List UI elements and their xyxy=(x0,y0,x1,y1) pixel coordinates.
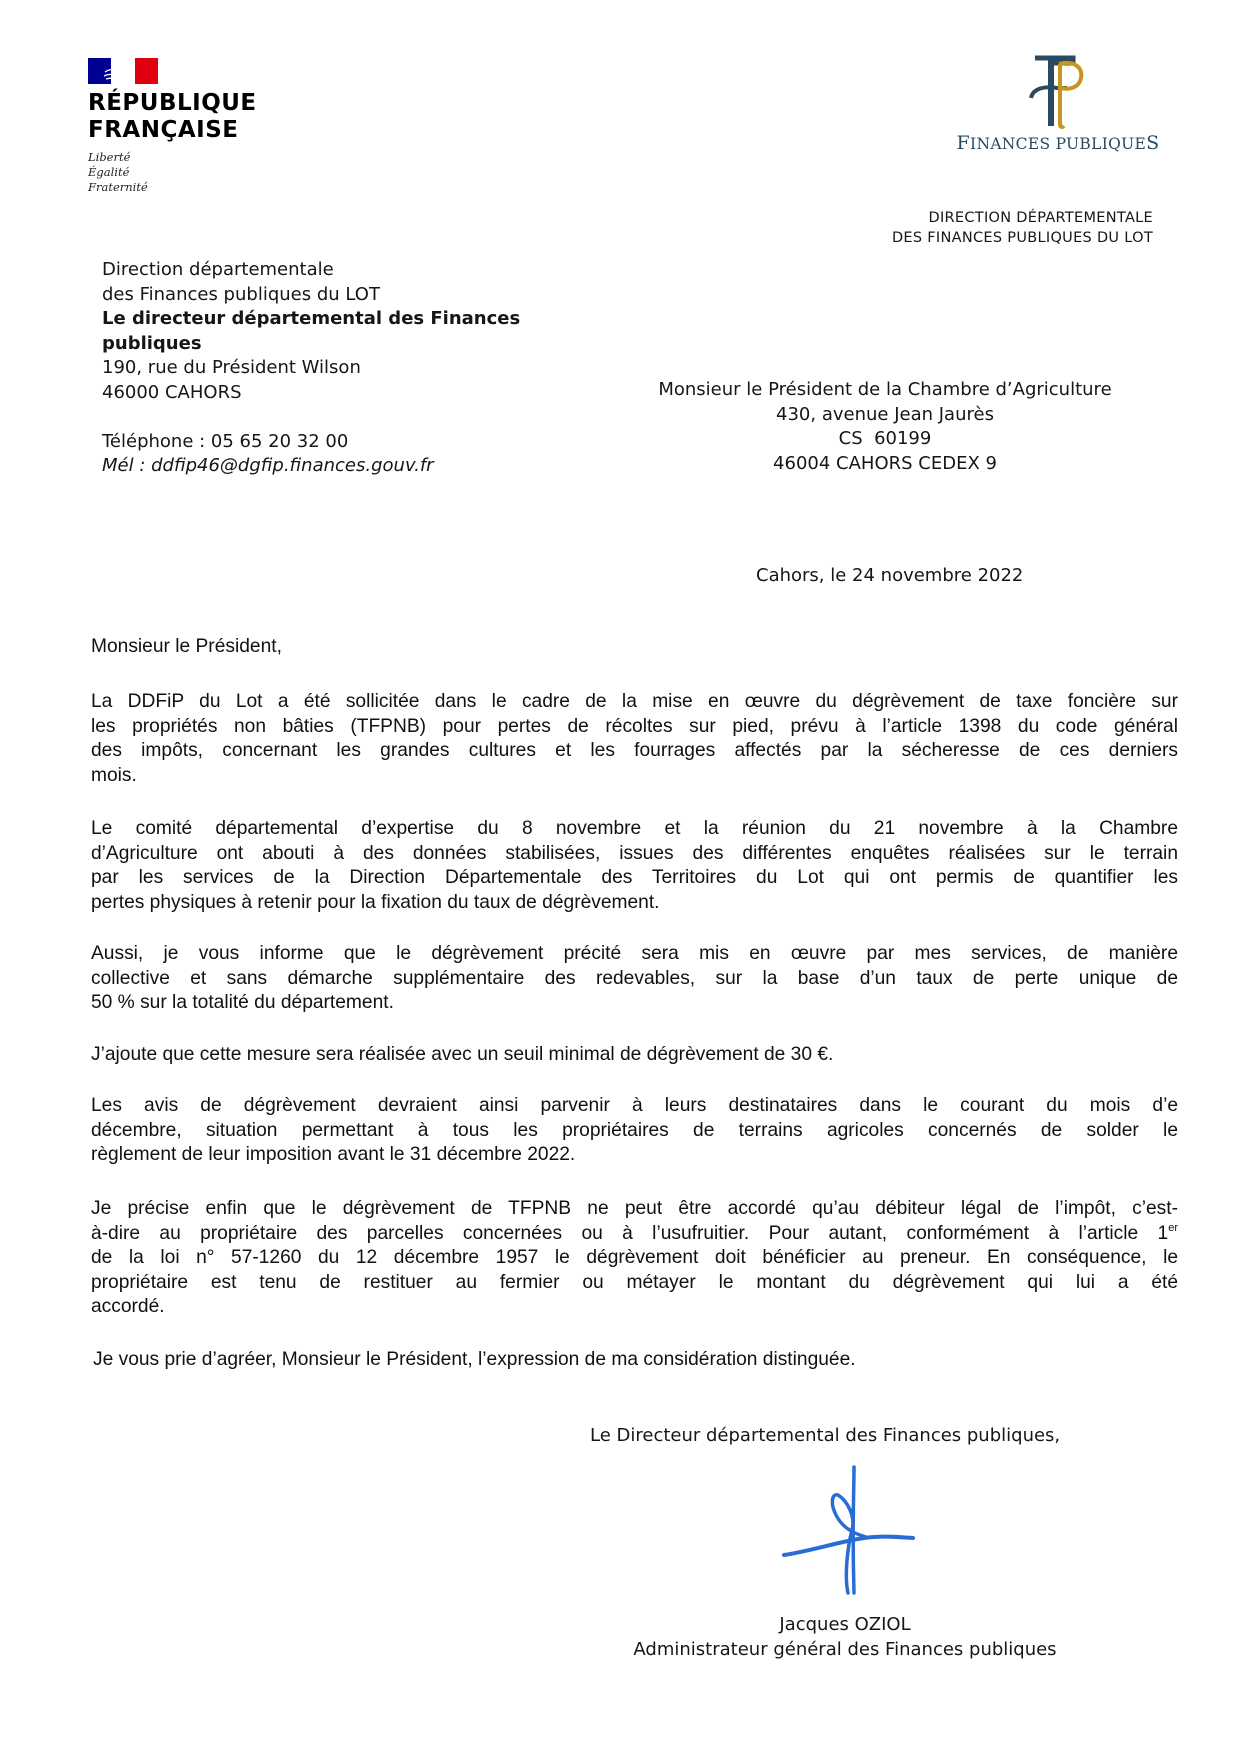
paragraph-line: de la loi n° 57-1260 du 12 décembre 1957 le dégrèvement doit bénéficier au preneur. En conséquence, le xyxy=(91,1247,1178,1269)
paragraph-line: mois. xyxy=(91,764,137,786)
paragraph-line: d’Agriculture ont abouti à des données stabilisées, issues des différentes enquêtes réalisées sur le terrain xyxy=(91,842,1178,864)
fp-monogram-icon xyxy=(1023,50,1093,130)
paragraph-line: 50 % sur la totalité du département. xyxy=(91,992,394,1014)
recipient-line: 430, avenue Jean Jaurès xyxy=(776,403,994,425)
motto-egalite: Égalité xyxy=(88,165,130,179)
rf-name xyxy=(88,90,268,144)
salutation-text: Monsieur le Président, xyxy=(91,636,282,657)
paragraph-line: accordé. xyxy=(91,1296,165,1318)
letter-date: Cahors, le 24 novembre 2022 xyxy=(756,565,1024,586)
recipient-line: 46004 CAHORS CEDEX 9 xyxy=(773,452,997,474)
motto-liberte: Liberté xyxy=(88,150,131,164)
sender-line1: Direction départementale xyxy=(102,259,334,280)
rf-name-line1: RÉPUBLIQUE xyxy=(88,90,257,116)
recipient-line: CS 60199 xyxy=(838,428,932,449)
republique-francaise-logo xyxy=(88,58,268,195)
recipient-line: Monsieur le Président de la Chambre d’Agriculture xyxy=(658,379,1112,400)
paragraph-1 xyxy=(91,690,1178,788)
sender-block xyxy=(102,258,520,479)
paragraph-2 xyxy=(91,817,1178,915)
paragraph-line: Le comité départemental d’expertise du 8 novembre et la réunion du 21 novembre à la Chambre xyxy=(91,818,1178,839)
paragraph-line: des impôts, concernant les grandes cultures et les fourrages affectés par la sécheresse de ces derniers xyxy=(91,740,1178,762)
direction-line2: DES FINANCES PUBLIQUES DU LOT xyxy=(891,230,1153,246)
paragraph-line: Les avis de dégrèvement devraient ainsi parvenir à leurs destinataires dans le courant du mois d’e xyxy=(91,1095,1178,1116)
paragraph-line: collective et sans démarche supplémentaire des redevables, sur la base d’un taux de perte unique de xyxy=(91,967,1178,989)
sender-city: 46000 CAHORS xyxy=(102,381,242,403)
fp-name xyxy=(948,132,1168,154)
paragraph-line: règlement de leur imposition avant le 31 décembre 2022. xyxy=(91,1144,576,1166)
signer-block xyxy=(560,1612,1130,1662)
motto-fraternite: Fraternité xyxy=(88,180,148,194)
signer-name: Jacques OZIOL xyxy=(779,1614,911,1635)
closing-paragraph xyxy=(93,1348,1180,1373)
sender-title-line1: Le directeur départemental des Finances xyxy=(102,308,521,329)
signer-role: Administrateur général des Finances publiques xyxy=(633,1639,1057,1660)
paragraph-line-text: à-dire au propriétaire des parcelles concernées ou à l’usufruitier. Pour autant, conformément à l’article 1 xyxy=(91,1222,1169,1244)
rf-name-line2: FRANÇAISE xyxy=(88,117,239,143)
fp-name-middle: INANCES PUBLIQUE xyxy=(970,135,1147,153)
paragraph-5 xyxy=(91,1094,1178,1168)
paragraph-line: décembre, situation permettant à tous les propriétaires de terrains agricoles concernés de solder le xyxy=(91,1119,1178,1141)
paragraph-line: Aussi, je vous informe que le dégrèvement précité sera mis en œuvre par mes services, de manière xyxy=(91,943,1178,964)
direction-line1: DIRECTION DÉPARTEMENTALE xyxy=(928,210,1153,226)
paragraph-line: propriétaire est tenu de restituer au fermier ou métayer le montant du dégrèvement qui lui a été xyxy=(91,1271,1178,1293)
superscript-er: er xyxy=(1168,1221,1178,1234)
paragraph-line: les propriétés non bâties (TFPNB) pour pertes de récoltes sur pied, prévu à l’article 1398 du code général xyxy=(91,715,1178,737)
marianne-flag-icon xyxy=(88,58,158,84)
sender-line2: des Finances publiques du LOT xyxy=(102,283,380,305)
closing-text: Je vous prie d’agréer, Monsieur le Président, l’expression de ma considération distinguée. xyxy=(93,1349,856,1370)
sender-phone: Téléphone : 05 65 20 32 00 xyxy=(102,430,349,452)
paragraph-line: La DDFiP du Lot a été sollicitée dans le cadre de la mise en œuvre du dégrèvement de taxe foncière sur xyxy=(91,691,1178,712)
signatory-title: Le Directeur départemental des Finances publiques, xyxy=(590,1425,1061,1446)
paragraph-line: Je précise enfin que le dégrèvement de TFPNB ne peut être accordé qu’au débiteur légal de l’impôt, c’est- xyxy=(91,1198,1178,1219)
paragraph-line-with-sup xyxy=(91,1222,1178,1247)
fp-name-initial: F xyxy=(956,132,971,154)
paragraph-3 xyxy=(91,942,1178,1016)
finances-publiques-logo xyxy=(948,50,1168,154)
paragraph-4 xyxy=(91,1043,1178,1068)
rf-motto xyxy=(88,150,268,195)
sender-address: 190, rue du Président Wilson xyxy=(102,357,361,378)
direction-header xyxy=(892,208,1153,248)
salutation xyxy=(91,635,1178,660)
handwritten-signature-icon xyxy=(780,1465,920,1600)
paragraph-line: J’ajoute que cette mesure sera réalisée avec un seuil minimal de dégrèvement de 30 €. xyxy=(91,1044,834,1065)
paragraph-line: par les services de la Direction Départementale des Territoires du Lot qui ont permis de quantifier les xyxy=(91,867,1178,889)
paragraph-6 xyxy=(91,1197,1178,1320)
fp-name-final: S xyxy=(1146,132,1160,154)
sender-email: Mél : ddfip46@dgfip.finances.gouv.fr xyxy=(102,455,434,476)
sender-title-line2: publiques xyxy=(102,332,202,354)
recipient-block xyxy=(600,378,1170,476)
paragraph-line: pertes physiques à retenir pour la fixation du taux de dégrèvement. xyxy=(91,891,660,913)
